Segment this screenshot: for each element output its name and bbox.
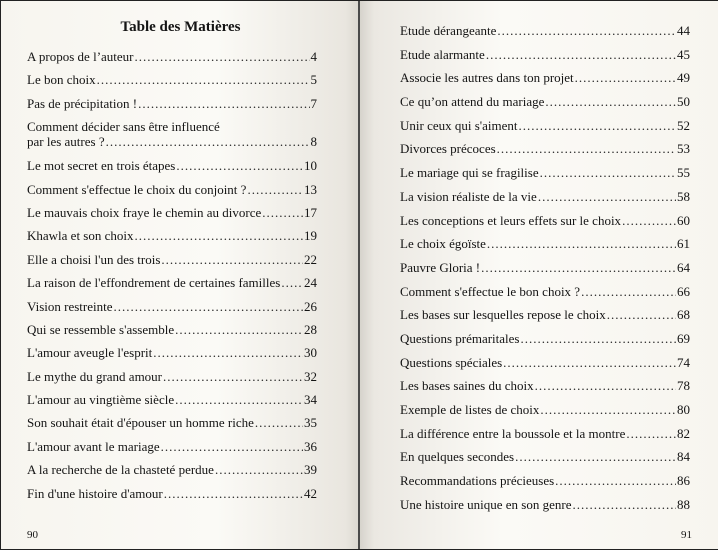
toc-entry — [27, 182, 317, 205]
toc-entry — [400, 70, 690, 94]
toc-entry — [27, 486, 317, 509]
toc-entry — [400, 473, 690, 497]
toc-entry-page: 53 — [677, 141, 690, 157]
toc-entry-title: Les conceptions et leurs effets sur le choix — [400, 212, 622, 228]
toc-entry-title: Fin d'une histoire d'amour — [27, 485, 163, 501]
toc-entry-page: 60 — [677, 212, 690, 228]
toc-entry-title: Le mauvais choix fraye le chemin au divorce — [27, 204, 262, 220]
toc-entry — [400, 47, 690, 71]
toc-entry-page: 69 — [677, 330, 690, 346]
dot-leader — [164, 486, 303, 501]
dot-leader — [497, 141, 676, 156]
dot-leader — [262, 205, 303, 220]
dot-leader — [622, 213, 676, 228]
toc-entry-title: Le bon choix — [27, 72, 96, 88]
dot-leader — [486, 47, 676, 62]
dot-leader — [515, 449, 676, 464]
toc-entry-page: 84 — [677, 449, 690, 465]
dot-leader — [540, 165, 676, 180]
toc-entry-title: Unir ceux qui s'aiment — [400, 117, 518, 133]
dot-leader — [503, 355, 676, 370]
dot-leader — [538, 189, 676, 204]
toc-entry — [400, 165, 690, 189]
toc-entry — [400, 378, 690, 402]
dot-leader — [281, 275, 303, 290]
toc-entry-page: 82 — [677, 425, 690, 441]
toc-entry-title: Recommandations précieuses — [400, 473, 555, 489]
toc-entry — [400, 189, 690, 213]
page-number-right: 91 — [681, 529, 692, 541]
dot-leader — [535, 378, 676, 393]
toc-entry — [27, 322, 317, 345]
toc-entry — [400, 449, 690, 473]
toc-entry — [27, 439, 317, 462]
toc-entry-title: Le choix égoïste — [400, 236, 486, 252]
toc-entry — [400, 260, 690, 284]
toc-entry — [27, 345, 317, 368]
toc-entry-page: 58 — [677, 188, 690, 204]
page-number-left: 90 — [27, 529, 38, 541]
toc-entry — [27, 252, 317, 275]
toc-entry-page: 39 — [304, 462, 317, 478]
toc-list-left — [27, 49, 317, 509]
toc-entry-title: Etude alarmante — [400, 46, 485, 62]
dot-leader — [581, 284, 676, 299]
toc-entry-page: 42 — [304, 485, 317, 501]
toc-entry-title: Pauvre Gloria ! — [400, 259, 481, 275]
toc-entry — [400, 402, 690, 426]
toc-entry-title: Le mythe du grand amour — [27, 368, 163, 384]
toc-entry-page: 52 — [677, 117, 690, 133]
dot-leader — [176, 158, 303, 173]
toc-entry-page: 66 — [677, 283, 690, 299]
toc-list-right — [400, 23, 690, 520]
toc-entry-title: Questions prémaritales — [400, 330, 520, 346]
toc-entry-page: 50 — [677, 94, 690, 110]
toc-entry — [27, 392, 317, 415]
dot-leader — [521, 331, 677, 346]
toc-entry-title: Comment s'effectue le bon choix ? — [400, 283, 581, 299]
toc-entry-page: 7 — [310, 95, 317, 111]
toc-entry-line — [27, 134, 317, 149]
toc-entry-title: Divorces précoces — [400, 141, 496, 157]
toc-entry-page: 35 — [304, 415, 317, 431]
toc-entry — [400, 426, 690, 450]
toc-entry-page: 32 — [304, 368, 317, 384]
toc-entry-page: 36 — [304, 438, 317, 454]
dot-leader — [572, 497, 676, 512]
toc-entry-page: 28 — [304, 321, 317, 337]
toc-entry-title: A propos de l’auteur — [27, 49, 134, 64]
toc-entry-page: 26 — [304, 298, 317, 314]
toc-entry-title: L'amour au vingtième siècle — [27, 392, 175, 408]
toc-entry-title: La raison de l'effondrement de certaines familles — [27, 275, 281, 291]
dot-leader — [497, 23, 676, 38]
dot-leader — [545, 94, 676, 109]
toc-entry — [27, 299, 317, 322]
toc-entry-page: 17 — [304, 204, 317, 220]
dot-leader — [626, 426, 676, 441]
toc-entry-title: Ce qu’on attend du mariage — [400, 94, 545, 110]
toc-entry — [27, 72, 317, 95]
toc-entry-page: 68 — [677, 307, 690, 323]
toc-entry-page: 74 — [677, 354, 690, 370]
toc-entry-title: Khawla et son choix — [27, 228, 134, 244]
dot-leader — [153, 345, 303, 360]
toc-entry-title: Pas de précipitation ! — [27, 95, 138, 111]
toc-entry — [400, 284, 690, 308]
dot-leader — [487, 236, 676, 251]
toc-entry-title: Associe les autres dans ton projet — [400, 70, 574, 86]
toc-entry — [27, 49, 317, 72]
toc-entry-page: 30 — [304, 345, 317, 361]
toc-entry-title: Une histoire unique en son genre — [400, 496, 572, 512]
toc-entry-page: 61 — [677, 236, 690, 252]
toc-entry-page: 22 — [304, 251, 317, 267]
toc-entry-page: 34 — [304, 392, 317, 408]
toc-entry-page: 80 — [677, 402, 690, 417]
toc-entry-page: 44 — [677, 23, 690, 38]
toc-entry — [27, 96, 317, 119]
toc-entry-page: 13 — [304, 181, 317, 197]
dot-leader — [175, 322, 303, 337]
dot-leader — [540, 402, 676, 417]
toc-entry-page: 49 — [677, 70, 690, 86]
toc-entry-title: Le mot secret en trois étapes — [27, 158, 176, 174]
toc-entry — [400, 236, 690, 260]
toc-entry — [400, 141, 690, 165]
toc-entry — [400, 307, 690, 331]
toc-entry-title: Elle a choisi l'un des trois — [27, 251, 161, 267]
toc-entry — [27, 369, 317, 392]
dot-leader — [114, 299, 303, 314]
toc-entry-page: 78 — [677, 378, 690, 394]
toc-entry-title: Exemple de listes de choix — [400, 402, 540, 417]
toc-entry-title: L'amour aveugle l'esprit — [27, 345, 153, 361]
toc-entry-page: 86 — [677, 473, 690, 489]
toc-entry-page: 24 — [304, 275, 317, 291]
dot-leader — [481, 260, 676, 275]
toc-entry-title: Comment s'effectue le choix du conjoint ? — [27, 181, 247, 197]
toc-entry-title: L'amour avant le mariage — [27, 438, 160, 454]
toc-entry-title: Questions spéciales — [400, 354, 503, 370]
toc-entry-title: La différence entre la boussole et la montre — [400, 425, 626, 441]
toc-entry-title: Les bases saines du choix — [400, 378, 534, 394]
toc-entry — [400, 23, 690, 47]
left-page — [1, 1, 360, 549]
right-page — [360, 1, 718, 549]
toc-entry — [27, 275, 317, 298]
dot-leader — [215, 462, 303, 477]
toc-entry-page: 55 — [677, 165, 690, 181]
dot-leader — [575, 70, 676, 85]
toc-entry — [400, 497, 690, 521]
toc-entry-page: 64 — [677, 259, 690, 275]
page-title: Table des Matières — [120, 19, 241, 35]
dot-leader — [163, 369, 303, 384]
toc-entry — [400, 213, 690, 237]
toc-entry — [27, 205, 317, 228]
toc-entry-title: Son souhait était d'épouser un homme riche — [27, 415, 254, 431]
dot-leader — [161, 252, 303, 267]
dot-leader — [161, 439, 303, 454]
toc-entry-title: Vision restreinte — [27, 298, 113, 314]
toc-entry-title: Le mariage qui se fragilise — [400, 165, 539, 181]
dot-leader — [138, 96, 309, 111]
toc-entry — [400, 355, 690, 379]
toc-entry — [400, 118, 690, 142]
dot-leader — [607, 307, 676, 322]
toc-entry-page: 88 — [677, 496, 690, 512]
toc-entry-title-continued: par les autres ? — [27, 134, 105, 150]
dot-leader — [97, 72, 310, 87]
toc-entry-page: 19 — [304, 228, 317, 244]
toc-entry-page: 8 — [310, 134, 317, 150]
toc-entry-title: A la recherche de la chasteté perdue — [27, 462, 214, 478]
dot-leader — [555, 473, 676, 488]
toc-entry-page: 5 — [310, 72, 317, 88]
toc-entry-title: En quelques secondes — [400, 449, 515, 465]
toc-entry — [400, 94, 690, 118]
toc-entry-page: 10 — [304, 158, 317, 174]
toc-entry-title: Etude dérangeante — [400, 23, 497, 38]
toc-entry — [27, 158, 317, 181]
toc-entry-title: Les bases sur lesquelles repose le choix — [400, 307, 606, 323]
dot-leader — [519, 118, 676, 133]
toc-entry — [27, 462, 317, 485]
dot-leader — [175, 392, 303, 407]
dot-leader — [135, 49, 310, 64]
toc-entry — [27, 415, 317, 438]
toc-entry-page: 45 — [677, 46, 690, 62]
toc-entry — [27, 228, 317, 251]
toc-entry-page: 4 — [310, 49, 317, 64]
toc-entry-title: Comment décider sans être influencé — [27, 119, 220, 135]
toc-entry-title: Qui se ressemble s'assemble — [27, 321, 175, 337]
toc-entry — [27, 119, 317, 158]
dot-leader — [255, 415, 303, 430]
dot-leader — [135, 228, 303, 243]
dot-leader — [106, 134, 310, 149]
dot-leader — [247, 182, 303, 197]
toc-entry — [400, 331, 690, 355]
toc-entry-title: La vision réaliste de la vie — [400, 188, 537, 204]
